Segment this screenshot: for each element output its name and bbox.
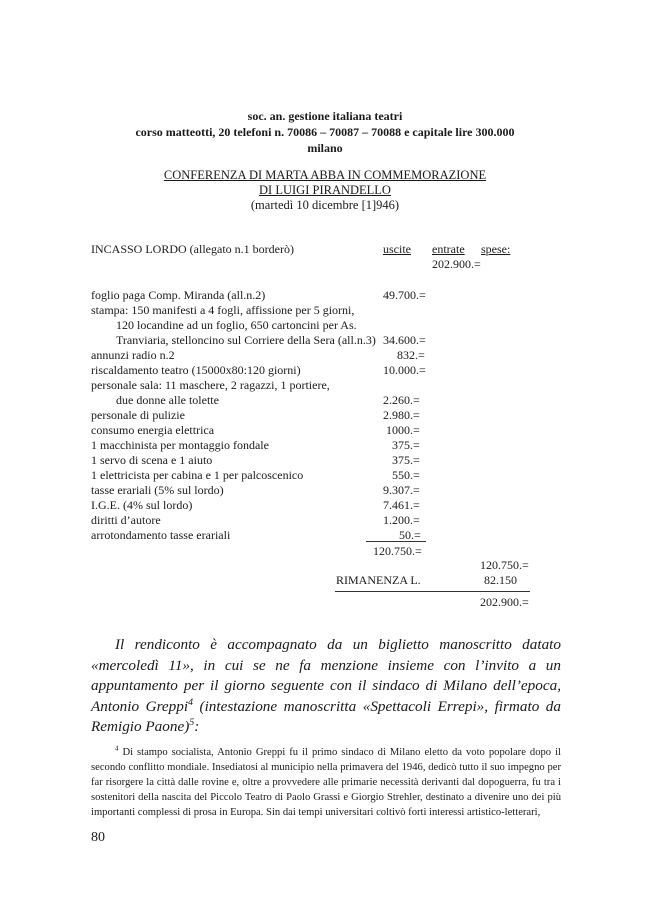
- rimanenza-value: 82.150: [484, 573, 517, 587]
- ledger-row-label: annunzi radio n.2: [91, 348, 175, 362]
- document-title-line2: DI LUIGI PIRANDELLO: [259, 183, 391, 197]
- document-date: (martedì 10 dicembre [1]946): [250, 198, 400, 212]
- letterhead-company: soc. an. gestione italiana teatri: [247, 109, 403, 123]
- ledger-row-label: due donne alle tolette: [116, 393, 219, 407]
- subtotal-rule: [366, 541, 426, 542]
- ledger-row-label: consumo energia elettrica: [91, 423, 215, 437]
- ledger-row-label: foglio paga Comp. Miranda (all.n.2): [91, 288, 266, 302]
- ledger-row-value: 375.=: [392, 453, 420, 467]
- ledger-row-label: personale di pulizie: [91, 408, 185, 422]
- ledger-row-label: 1 elettricista per cabina e 1 per palcoscenico: [91, 468, 304, 482]
- carry-uscite: 120.750.=: [480, 558, 529, 572]
- ledger-row-label: 1 servo di scena e 1 aiuto: [91, 453, 213, 467]
- ledger-row-value: 7.461.=: [383, 498, 420, 512]
- letterhead-city: milano: [307, 141, 343, 155]
- ledger-row-value: 375.=: [392, 438, 420, 452]
- ledger-row-value: 1.200.=: [383, 513, 420, 527]
- ledger-row-value: 49.700.=: [383, 288, 426, 302]
- column-header-uscite: uscite: [383, 242, 411, 256]
- ledger-row-value: 50.=: [399, 528, 421, 542]
- column-header-entrate: entrate: [432, 242, 465, 256]
- ledger-row-label: arrotondamento tasse erariali: [91, 528, 231, 542]
- page-number: 80: [91, 830, 105, 845]
- ledger-row-label: I.G.E. (4% sul lordo): [91, 498, 193, 512]
- ledger-row-value: 1000.=: [386, 423, 420, 437]
- total-uscite: 120.750.=: [373, 544, 422, 558]
- document-title-line1: CONFERENZA DI MARTA ABBA IN COMMEMORAZIONE: [163, 168, 487, 182]
- total-rule: [335, 591, 530, 592]
- rimanenza-label: RIMANENZA L.: [336, 573, 421, 587]
- ledger-row-label: riscaldamento teatro (15000x80:120 giorni): [91, 363, 301, 377]
- ledger-row-value: 10.000.=: [383, 363, 426, 377]
- body-paragraph: Il rendiconto è accompagnato da un biglietto manoscritto datato «mercoledì 11», in cui se ne fa menzione insieme con l’invito a un appuntamento per il giorno seguente con il sindaco di Milano dell’epoca, Antonio Greppi$^4$ (intestazione manoscritta «Spettacoli Errepi», firmato da Remigio Paone)$^5$:: [91, 636, 561, 735]
- column-header-spese: spese:: [481, 242, 511, 256]
- ledger-row-value: 832.=: [397, 348, 425, 362]
- ledger-row-label: 120 locandine ad un foglio, 650 cartoncini per As.: [116, 318, 357, 332]
- grand-total: 202.900.=: [480, 595, 529, 609]
- ledger-row-value: 34.600.=: [383, 333, 426, 347]
- ledger-row-value: 9.307.=: [383, 483, 420, 497]
- income-value: 202.900.=: [432, 257, 481, 271]
- ledger-row-label: 1 macchinista per montaggio fondale: [91, 438, 269, 452]
- letterhead-address: corso matteotti, 20 telefoni n. 70086 – 70087 – 70088 e capitale lire 300.000: [135, 125, 515, 139]
- ledger-row-label: personale sala: 11 maschere, 2 ragazzi, 1 portiere,: [91, 378, 330, 392]
- ledger-row-label: diritti d’autore: [91, 513, 161, 527]
- income-label: INCASSO LORDO (allegato n.1 borderò): [91, 242, 294, 256]
- ledger-row-value: 2.260.=: [383, 393, 420, 407]
- footnote: $^4$ Di stampo socialista, Antonio Greppi fu il primo sindaco di Milano eletto da voto popolare dopo il secondo conflitto mondiale. Insediatosi al municipio nella primavera del 1946, dedicò tutto il suo impegno per far risorgere la città dalle rovine e, oltre a provvedere alle primarie necessità derivanti dal dopoguerra, fu tra i sostenitori della nascita del Piccolo Teatro di Paolo Grassi e Giorgio Strehler, destinato a divenire uno dei più importanti complessi di prosa in Europa. Sin dai tempi universitari coltivò forti interessi artistico-letterari,: [91, 745, 561, 818]
- ledger-row-label: Tranviaria, stelloncino sul Corriere della Sera (all.n.3): [116, 333, 376, 347]
- ledger-row-label: tasse erariali (5% sul lordo): [91, 483, 224, 497]
- ledger-row-label: stampa: 150 manifesti a 4 fogli, affissione per 5 giorni,: [91, 303, 355, 317]
- ledger-row-value: 2.980.=: [383, 408, 420, 422]
- ledger-row-value: 550.=: [392, 468, 420, 482]
